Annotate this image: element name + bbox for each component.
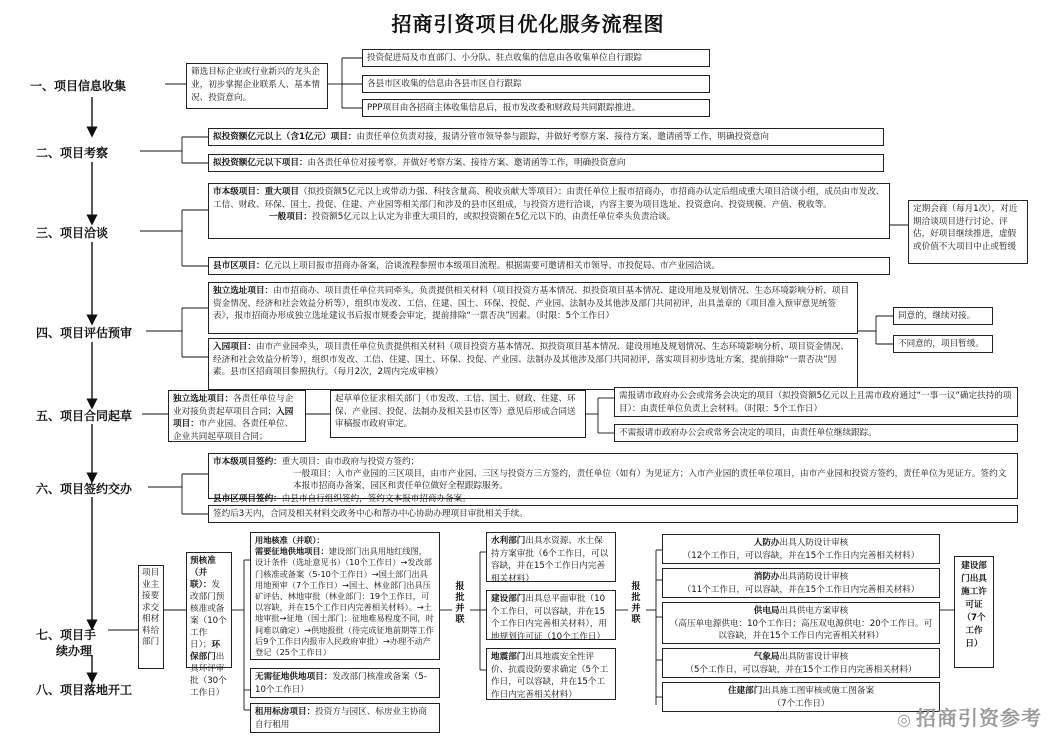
s7-permit-box: [954, 556, 994, 668]
s4-select-head: 独立选址项目：: [213, 286, 274, 296]
s1-box-b: [362, 75, 710, 93]
s7-nolane-box: [250, 668, 440, 698]
s7-land-head: 用地核准（并联）：: [255, 535, 325, 545]
s4-park-head: 入园项目：: [213, 342, 256, 352]
s7-fire-text1: 出具消防设计审核: [779, 572, 849, 582]
s7-quake-head: 地震部门: [491, 652, 526, 662]
s7-land-text: 建设部门出具用地红线图，设计条件（选址意见书）（10个工作日）→发改部门核准或备案（5-10个工作日）→国土部门出具用地预审（7个工作日）→国土、林业部门出具压矿评估、林地审批（林业部门：19个工作日，可以容缺，并在15个工作日内完善相关材料）。→土地审批→征地（国土部门：征地难易程度不同，时间难以确定）→供地报批（待完成征地前期等工作后9个工作日内报市人民政府审批）→办理不动产登记（25个工作日）: [255, 546, 434, 658]
watermark-text: 招商引资参考: [916, 706, 1042, 730]
s7-house-head: 住建部门: [727, 686, 763, 696]
s7-quake-text: 出具地震安全性评价、抗震设防要求确定（5个工作日，可以容缺，并在15个工作日内完善相关材料）: [491, 652, 609, 700]
s5-left-box: [168, 390, 306, 442]
s7-approve-label-2: 报批并联: [631, 582, 641, 625]
s7-house-text2: （7个工作日）: [772, 698, 830, 709]
s6-sign-box: [208, 453, 1018, 504]
s1-screen-box: [186, 63, 328, 109]
s5-noneed-box: [614, 424, 1018, 442]
s1-text-c: PPP项目由各招商主体收集信息后，报市发改委和财政局共同跟踪推进。: [367, 103, 641, 113]
s7-land-box: [250, 532, 440, 660]
s2-head-a: 拟投资额亿元以上（含1亿元）项目：: [213, 132, 357, 142]
s7-civil-text1: 出具人防设计审核: [779, 538, 849, 548]
s7-civil-head: 人防办: [753, 538, 780, 548]
s4-select-box: [208, 282, 858, 334]
s6-city-head: 市本级项目签约：: [213, 457, 282, 467]
s7-pre-box: [186, 552, 232, 698]
s7-land-sub: 需要征地供地项目：: [255, 546, 329, 557]
s7-water-text: 出具水资源、水土保持方案审批（6个工作日，可以容缺，并在15个工作日内完善相关材料）: [491, 536, 609, 584]
s3-county-box: [208, 257, 890, 275]
s3-county-head: 县市区项目：: [213, 261, 265, 271]
s1-box-c: [362, 99, 710, 117]
s5-mid-text: 起草单位征求相关部门（市发改、工信、国土、财政、住建、环保、产业园、投促、法制办及相关县市区等）意见后形成合同送审稿报市政府审定。: [335, 394, 576, 430]
s2-box-b: [208, 154, 884, 172]
s3-county-text: 亿元以上项目报市招商办备案，洽谈流程参照市本级项目流程。根据需要可邀请相关市领导、市投促局、市产业园洽谈。: [264, 261, 721, 271]
s3-city-box: [208, 183, 890, 239]
s3-general-head: 一般项目：: [269, 212, 312, 223]
s5-left-text2: 市产业园、各责任单位、企业共同起草项目合同；: [173, 419, 294, 442]
s7-pre-text2: 出具环评审批（30个工作日）: [190, 652, 227, 698]
s3-side-text: 定期会商（每月1次），对近期洽谈项目进行讨论、评估，好项目继续推进，虚假或价值不大项目中止或暂缓: [913, 204, 1018, 252]
stage-8-label: 八、项目落地开工: [36, 683, 133, 697]
stage-1-label: 一、项目信息收集: [30, 79, 127, 93]
s1-box-a: [362, 49, 710, 67]
stage-4-label: 四、项目评估预审: [36, 326, 133, 340]
s3-side-box: [908, 200, 1028, 264]
s7-permit-text: 建设部门出具施工许可证（7个工作日）: [961, 561, 987, 649]
s7-nolane-text: 发改部门核准或备案（5-10个工作日）: [255, 672, 427, 695]
s6-county-head: 县市区项目签约：: [213, 493, 282, 504]
s3-city-head: 市本级项目：: [213, 187, 265, 197]
s7-power-text2: （高压单电源供电：10个工作日；高压双电源供电：20个工作日。可以容缺，并在15个工作日内完善相关材料）: [669, 618, 933, 642]
s3-general-text: 投资额5亿元以上认定为非重大项目的，或拟投资额在5亿元以下的，由责任单位牵头负责洽谈。: [311, 212, 676, 223]
s7-gas-box: [662, 648, 940, 678]
stage-7-label-line2: 续办理: [56, 644, 93, 658]
s7-civil-box: [662, 534, 940, 564]
s4-select-text: 由市招商办、项目责任单位共同牵头，负责提供相关材料（项目投资方基本情况、拟投资项目基本情况、建设用地及规划情况、生态环境影响分析、项目资金情况、经济和社会效益分析等），组织市发改、工信、住建、国土、环保、投促、产业园、法制办及其他涉及部门共同初评，出具盖章的《项目准入预审意见统签表》，报市招商办形成独立选址建议书后报市规委会审定，提前排除“一票否决”因素。（时限：5个工作日）: [213, 286, 849, 322]
s2-text-a: 由责任单位负责对接，报请分管市领导参与跟踪，并做好考察方案、接待方案、邀请函等工作，明确投资意向: [356, 132, 769, 142]
s7-build-text: 出具总平面审批（10个工作日，可以容缺，并在15个工作日内完善相关材料），用地规划许可证（10个工作日）: [491, 594, 608, 642]
s5-left-head1: 独立选址项目：: [173, 394, 234, 404]
watermark: [897, 702, 1042, 731]
s7-gas-text2: （5个工作日，可以容缺，并在15个工作日内完善相关材料）: [685, 664, 917, 675]
stage-5-label: 五、项目合同起草: [36, 409, 133, 423]
s6-city-line2: 一般项目：入市产业园的三区项目，由市产业园、三区与投资方三方签约，责任单位（如有）为见证方；入市产业园的责任单位项目，由市产业园和投资方签约，责任单位为见证方。签约文本报市招商办备案，园区和责任单位做好全程跟踪服务。: [293, 468, 1007, 492]
stage-2-label: 二、项目考察: [36, 146, 109, 160]
s7-pre-head: 预核准（并联）：: [190, 556, 216, 590]
page-title: 招商引资项目优化服务流程图: [391, 12, 665, 36]
s5-need-box: [614, 387, 1018, 417]
s7-build-box: [486, 590, 616, 640]
s7-quake-box: [486, 648, 616, 700]
s7-nolane-head: 无需征地供地项目：: [255, 672, 333, 682]
s2-text-b: 由各责任单位对接考察，并做好考察方案、接待方案、邀请函等工作，明确投资意向: [307, 158, 626, 168]
s7-gas-text1: 出具防雷设计审核: [779, 652, 849, 662]
s4-disagree-text: 不同意的，项目暂缓。: [898, 339, 984, 349]
s6-city-line1: 重大项目：由市政府与投资方签约；: [281, 457, 420, 467]
s7-pre-head2: 环保部门: [190, 640, 221, 662]
s7-rent-head: 租用标房项目：: [255, 707, 316, 717]
s4-agree-box: [893, 307, 993, 325]
s7-owner-box: [138, 565, 164, 669]
s7-owner-text: 项目业主接要求交相材料给部门: [142, 568, 160, 647]
s7-approve-label-1: 报批并联: [455, 582, 465, 625]
s2-box-a: [208, 128, 884, 146]
s7-pre-text1: 发改部门预核准或备案（10个工作日）；: [190, 580, 227, 650]
s4-park-text: 由市产业园牵头，项目责任单位负责提供相关材料（项目投资方基本情况、拟投资项目基本情况、建设用地及规划情况、生态环境影响分析、项目资金情况、经济和社会效益分析等），组织市发改、工信、住建、国土、环保、投促、产业园、法制办及其他涉及部门共同初评，落实项目初步选址方案，提前排除“一票否决”因素。县市区招商项目参照执行。（每月2次，2周内完成审核）: [213, 342, 849, 378]
s7-power-text1: 出具供电方案审核: [779, 606, 849, 616]
s5-noneed-text: 不需报请市政府办公会或常务会决定的项目，由责任单位继续跟踪。: [619, 428, 877, 438]
s1-screen-text: 筛选目标企业或行业新兴的龙头企业，初步掌握企业联系人、基本情况、投资意向。: [191, 67, 320, 103]
s5-left-text1: 各责任单位与企业对接负责起草项目合同；: [173, 394, 294, 417]
stage-3-label: 三、项目洽谈: [36, 226, 109, 240]
s6-after-text: 签约后3天内，合同及相关材料交政务中心和帮办中心协助办理项目审批相关手续。: [213, 509, 528, 519]
s1-text-b: 各县市区收集的信息由各县市区自行跟踪: [367, 79, 522, 89]
s2-head-b: 拟投资额亿元以下项目：: [213, 158, 308, 168]
s7-fire-text2: （11个工作日，可以容缺，并在15个工作日内完善相关材料）: [682, 584, 920, 595]
s5-mid-box: [330, 390, 586, 438]
s4-disagree-box: [893, 335, 993, 353]
s7-civil-text2: （12个工作日，可以容缺，并在15个工作日内完善相关材料）: [682, 550, 920, 561]
s7-house-text1: 出具施工图审核或施工图备案: [762, 686, 875, 696]
s1-text-a: 投资促进局及市直部门、小分队、驻点收集的信息由各收集单位自行跟踪: [367, 53, 643, 63]
s7-build-head: 建设部门: [491, 594, 526, 604]
stage-7-label-line1: 七、项目手: [36, 628, 97, 642]
s4-park-box: [208, 338, 858, 390]
wechat-icon: ◎: [897, 710, 912, 729]
s5-need-text: 需报请市政府办公会或常务会决定的项目（拟投资额5亿元以上且需市政府通过“一事一议”确定扶持的项目）：由责任单位负责上会材料。（时限：5个工作日）: [619, 391, 1012, 414]
s3-major-text: （拟投资额5亿元以上或带动力强、科技含量高、税收贡献大等项目）：由责任单位上报市招商办，市招商办认定后组成重大项目洽谈小组，成员由市发改、工信、财政、环保、国土、投促、住建、产业园等相关部门和涉及的县市区组成，与投资方进行洽谈，内容主要为项目选址、投资意向、投资规模、产值、税收等。: [213, 187, 885, 210]
s7-power-head: 供电局: [753, 606, 780, 616]
s7-power-box: [662, 602, 940, 644]
s5-left-head2: 入园项目：: [173, 406, 294, 430]
s6-after-box: [208, 505, 1018, 523]
s7-fire-head: 消防办: [753, 572, 780, 582]
s7-rent-box: [250, 703, 440, 733]
s7-water-head: 水利部门: [491, 536, 526, 546]
s4-agree-text: 同意的，继续对接。: [898, 311, 976, 321]
s7-rent-text: 投资方与园区、标房业主协商自行租用: [255, 707, 427, 730]
s7-gas-head: 气象局: [753, 652, 780, 662]
s7-fire-box: [662, 568, 940, 598]
s7-water-box: [486, 532, 616, 582]
s3-major-head: 重大项目: [264, 187, 299, 197]
stage-6-label: 六、项目签约交办: [36, 482, 133, 496]
s6-county-text: 由县市自行组织签约，签约文本报市招商办备案。: [281, 493, 471, 504]
